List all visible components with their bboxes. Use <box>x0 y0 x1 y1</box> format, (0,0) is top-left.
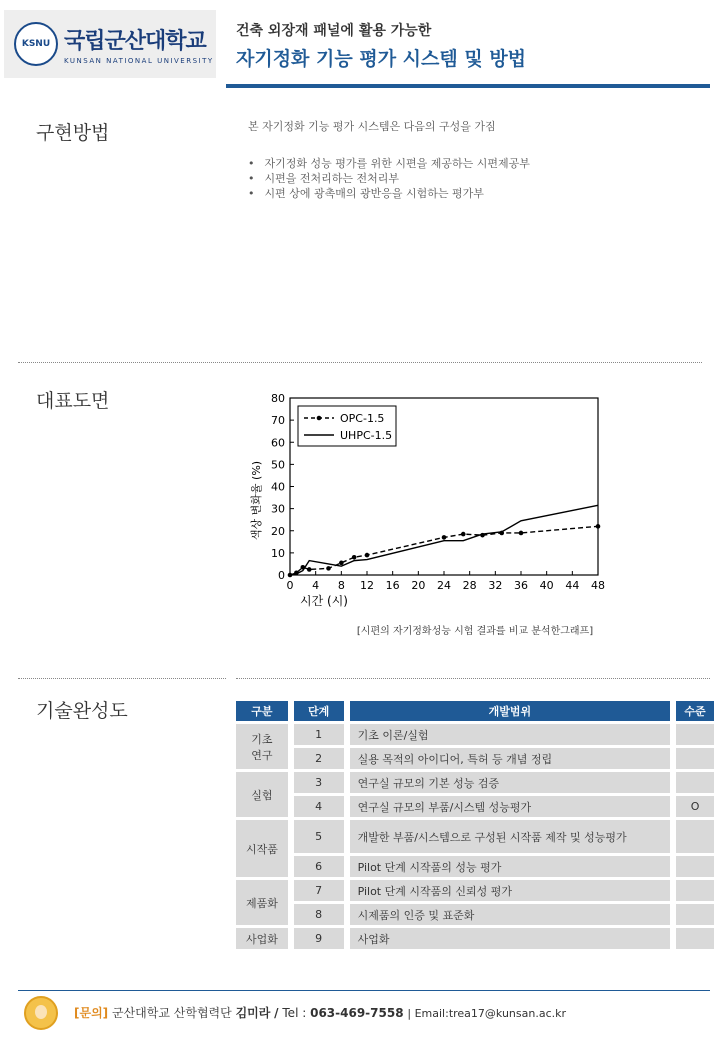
section-label-implementation: 구현방법 <box>36 122 110 144</box>
list-item: • 시편을 전처리하는 전처리부 <box>248 171 530 186</box>
x-tick-label: 16 <box>385 579 400 592</box>
header-divider <box>226 84 710 88</box>
series-point <box>596 524 601 529</box>
series-point <box>442 535 447 540</box>
header-status: 수준 <box>676 701 714 721</box>
status-cell: O <box>676 796 714 817</box>
scope-cell: 시제품의 인증 및 표준화 <box>350 904 671 925</box>
section-divider <box>18 678 226 679</box>
series-line-opc-1.5 <box>290 526 598 575</box>
level-cell: 1 <box>294 724 344 745</box>
status-cell <box>676 904 714 925</box>
scope-cell: 연구실 규모의 부품/시스템 성능평가 <box>350 796 671 817</box>
x-tick-label: 28 <box>462 579 477 592</box>
section-divider <box>236 678 710 679</box>
page-subtitle: 건축 외장재 패널에 활용 가능한 <box>236 23 432 39</box>
x-tick-label: 44 <box>565 579 580 592</box>
status-cell <box>676 880 714 901</box>
chart-svg <box>250 386 610 616</box>
series-point <box>326 566 331 571</box>
x-axis-label: 시간 (시) <box>300 594 348 608</box>
y-tick-label: 30 <box>271 502 285 516</box>
table-row <box>236 820 714 853</box>
series-point <box>307 567 312 572</box>
y-tick-label: 80 <box>271 392 285 405</box>
series-point <box>519 531 524 536</box>
table-row <box>236 904 714 925</box>
scope-cell: 개발한 부품/시스템으로 구성된 시작품 제작 및 성능평가 <box>350 820 671 853</box>
x-tick-label: 0 <box>286 579 294 592</box>
level-cell: 6 <box>294 856 344 877</box>
level-cell: 2 <box>294 748 344 769</box>
contact-separator: / <box>274 1006 279 1020</box>
list-item: • 자기정화 성능 평가를 위한 시편을 제공하는 시편제공부 <box>248 156 530 171</box>
table-row <box>236 928 714 949</box>
x-tick-label: 48 <box>591 579 605 592</box>
legend-entry: OPC-1.5 <box>340 412 385 425</box>
y-tick-label: 10 <box>271 546 285 560</box>
figure-caption: [시편의 자기정화성능 시험 결과를 비교 분석한그래프] <box>356 626 594 637</box>
x-tick-label: 4 <box>312 579 320 592</box>
contact-org: 군산대학교 산학협력단 <box>111 1006 232 1020</box>
series-point <box>352 555 357 560</box>
status-cell <box>676 856 714 877</box>
y-tick-label: 40 <box>271 480 285 494</box>
x-tick-label: 32 <box>488 579 503 592</box>
section-label-maturity: 기술완성도 <box>36 700 128 722</box>
scope-cell: 사업화 <box>350 928 671 949</box>
level-cell: 7 <box>294 880 344 901</box>
status-cell <box>676 748 714 769</box>
list-item: • 시편 상에 광촉매의 광반응을 시험하는 평가부 <box>248 186 530 201</box>
x-tick-label: 20 <box>411 579 426 592</box>
contact-tag: [문의] <box>74 1006 109 1020</box>
series-point <box>365 553 370 558</box>
level-cell: 4 <box>294 796 344 817</box>
table-row <box>236 772 714 793</box>
y-axis-label: 색상 변화율 (%) <box>250 460 263 541</box>
table-row <box>236 880 714 901</box>
level-cell: 8 <box>294 904 344 925</box>
category-cell: 시작품 <box>236 820 288 877</box>
contact-email[interactable]: | Email:trea17@kunsan.ac.kr <box>407 1007 567 1020</box>
implementation-bullets <box>248 156 530 201</box>
x-tick-label: 40 <box>539 579 554 592</box>
scope-cell: 연구실 규모의 기본 성능 검증 <box>350 772 671 793</box>
self-cleaning-chart <box>250 386 610 616</box>
contact-person: 김미라 <box>235 1006 271 1020</box>
technology-readiness-table <box>230 698 720 952</box>
status-cell <box>676 772 714 793</box>
status-cell <box>676 928 714 949</box>
y-tick-label: 60 <box>271 436 285 450</box>
page-title: 자기정화 기능 평가 시스템 및 방법 <box>236 48 527 70</box>
logo-korean-name: 국립군산대학교 <box>64 28 206 54</box>
x-tick-label: 8 <box>337 579 345 592</box>
university-logo <box>4 10 216 78</box>
scope-cell: 기초 이론/실험 <box>350 724 671 745</box>
contact-avatar-icon <box>24 996 58 1030</box>
table-row <box>236 724 714 745</box>
level-cell: 5 <box>294 820 344 853</box>
contact-tel: 063-469-7558 <box>310 1006 404 1020</box>
level-cell: 9 <box>294 928 344 949</box>
section-label-figure: 대표도면 <box>36 390 110 412</box>
header-scope: 개발범위 <box>350 701 671 721</box>
y-tick-label: 50 <box>271 458 285 472</box>
category-cell: 제품화 <box>236 880 288 925</box>
table-row <box>236 748 714 769</box>
header-category: 구분 <box>236 701 288 721</box>
series-point <box>461 532 466 537</box>
category-cell: 사업화 <box>236 928 288 949</box>
contact-tel-label: Tel : <box>282 1006 307 1020</box>
x-tick-label: 12 <box>360 579 374 592</box>
series-point <box>339 561 344 566</box>
y-tick-label: 20 <box>271 524 285 538</box>
scope-cell: 실용 목적의 아이디어, 특허 등 개념 정립 <box>350 748 671 769</box>
x-tick-label: 24 <box>437 579 451 592</box>
header-level: 단계 <box>294 701 344 721</box>
table-row <box>236 856 714 877</box>
section-divider <box>18 362 702 363</box>
implementation-intro: 본 자기정화 기능 평가 시스템은 다음의 구성을 가짐 <box>248 120 496 133</box>
scope-cell: Pilot 단계 시작품의 성능 평가 <box>350 856 671 877</box>
contact-info <box>74 1004 566 1021</box>
category-cell: 기초 연구 <box>236 724 288 769</box>
footer-divider <box>18 990 710 991</box>
status-cell <box>676 724 714 745</box>
table-row <box>236 796 714 817</box>
level-cell: 3 <box>294 772 344 793</box>
x-tick-label: 36 <box>514 579 528 592</box>
legend-marker <box>317 416 322 421</box>
status-cell <box>676 820 714 853</box>
y-tick-label: 70 <box>271 414 285 428</box>
y-tick-label: 0 <box>278 569 285 582</box>
legend-entry: UHPC-1.5 <box>340 429 393 442</box>
category-cell: 실험 <box>236 772 288 817</box>
logo-english-name: KUNSAN NATIONAL UNIVERSITY <box>64 56 214 65</box>
university-seal-icon: KSNU <box>14 22 58 66</box>
scope-cell: Pilot 단계 시작품의 신뢰성 평가 <box>350 880 671 901</box>
